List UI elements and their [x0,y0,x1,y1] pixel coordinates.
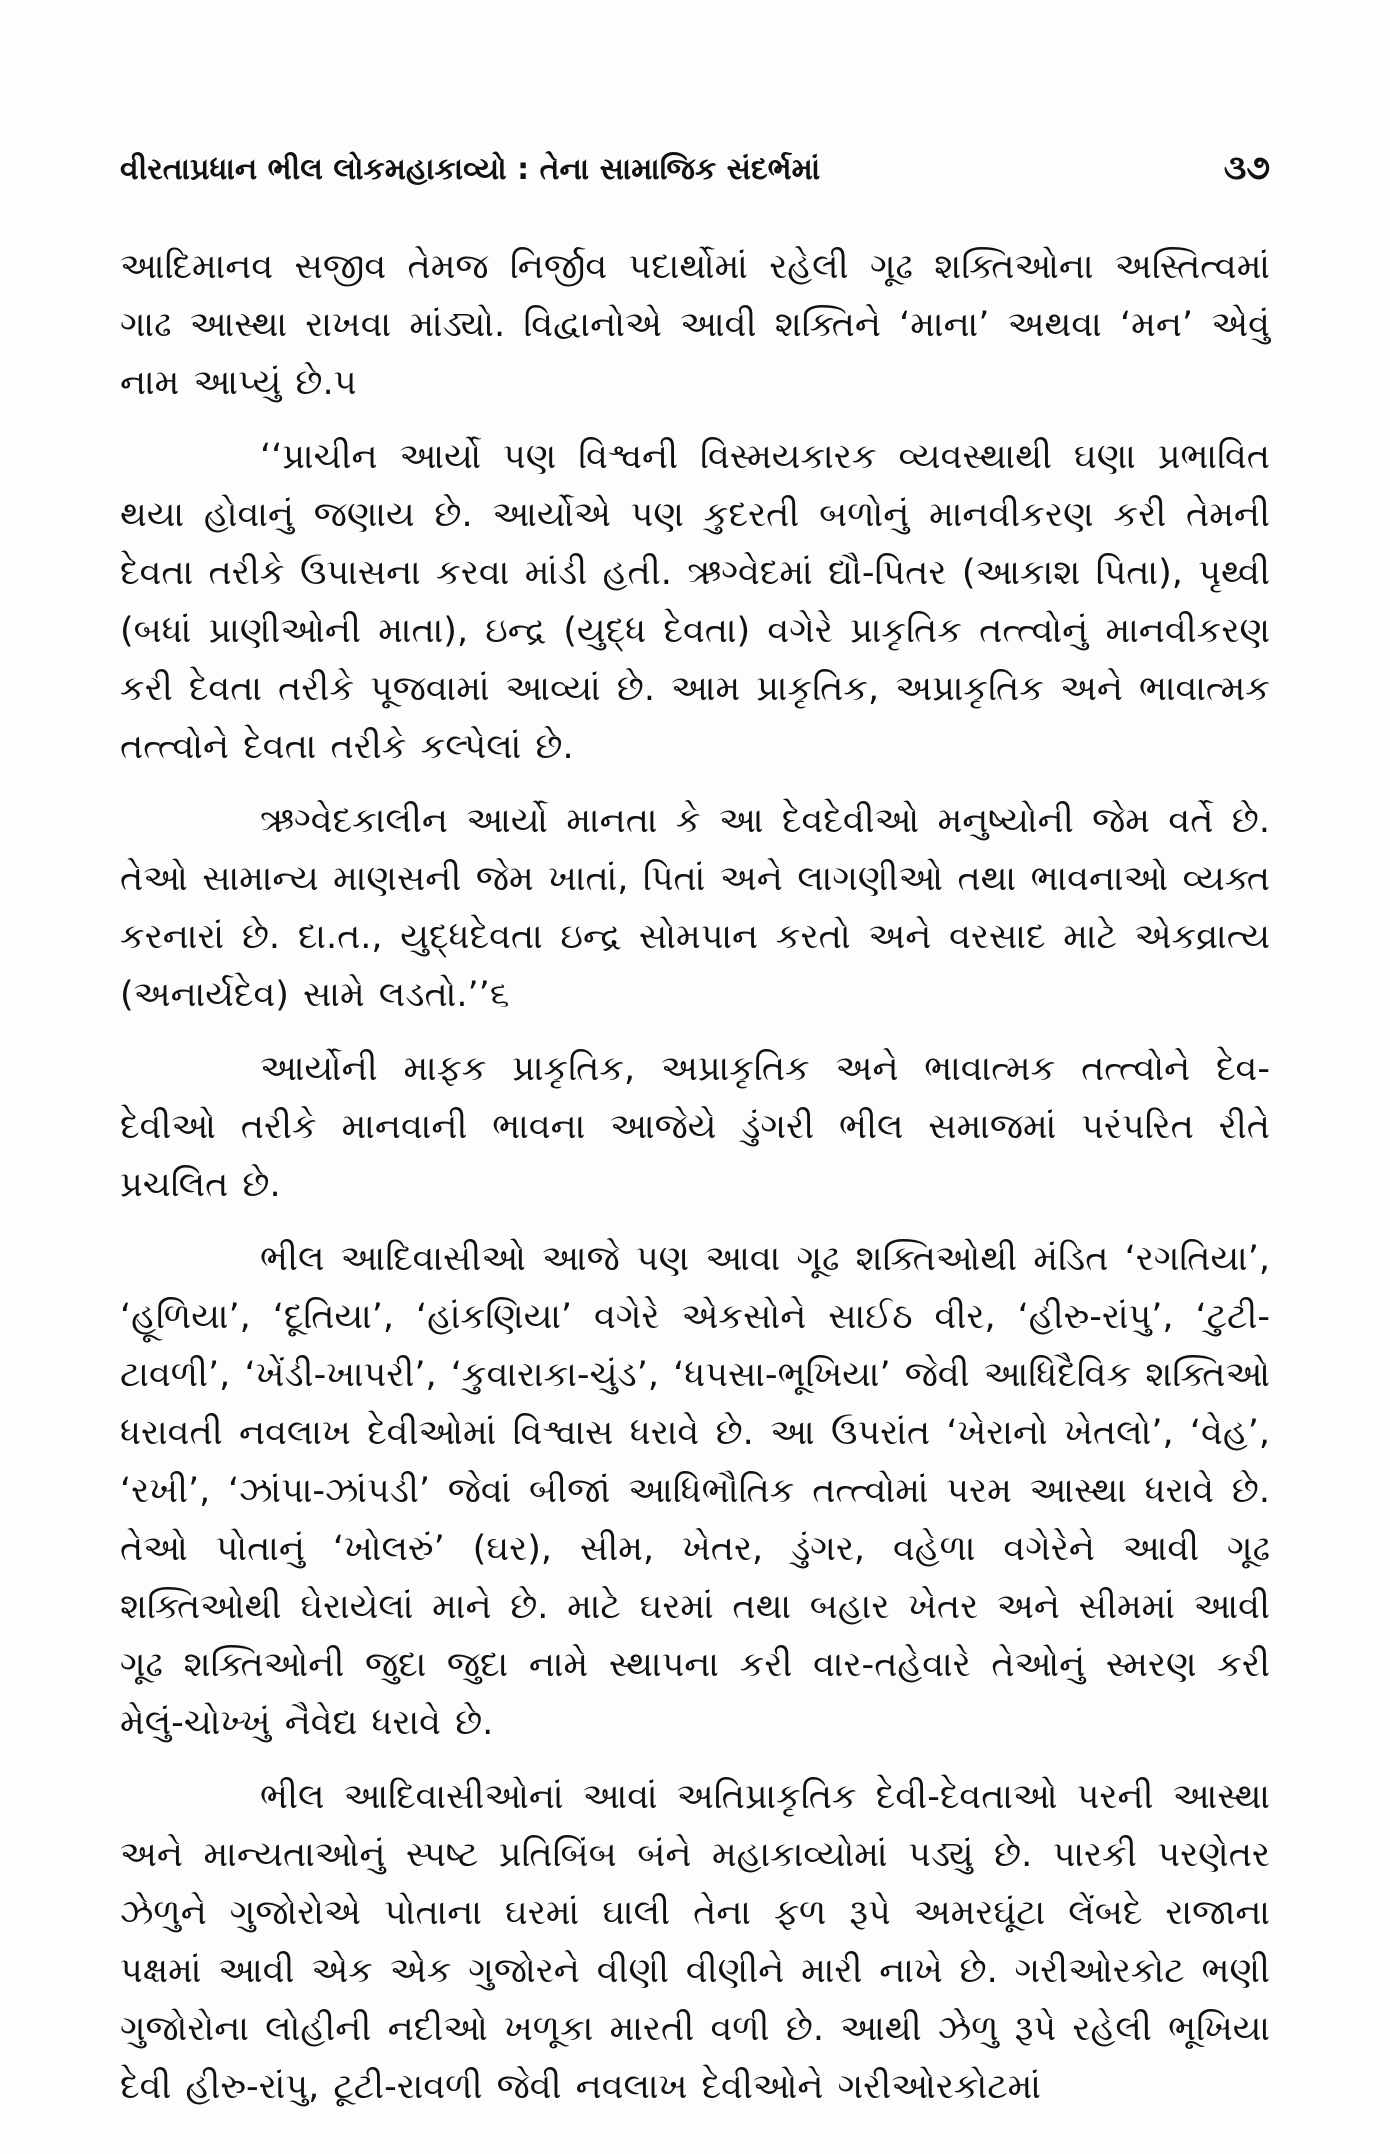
paragraph-3: ઋગ્વેદકાલીન આર્યો માનતા કે આ દેવદેવીઓ મનુષ્યોની જેમ વર્તે છે. તેઓ સામાન્ય માણસની જેમ ખાતાં, પિતાં અને લાગણીઓ તથા ભાવનાઓ વ્યક્ત કરનારાં છે. દા.ત., યુદ્ધદેવતા ઇન્દ્ર સોમપાન કરતો અને વરસાદ માટે એકવ્રાત્ય (અનાર્યદેવ) સામે લડતો.’’૬ [120,801,1270,1015]
body-text [120,238,1270,2132]
paragraph-5: ભીલ આદિવાસીઓ આજે પણ આવા ગૂઢ શક્તિઓથી મંડિત ‘રગતિયા’, ‘હૂળિયા’, ‘દૂતિયા’, ‘હાંકણિયા’ વગેરે એકસોને સાઈઠ વીર, ‘હીરુ-રાંપુ’, ‘ટુટી-ટાવળી’, ‘ખેંડી-ખાપરી’, ‘કુવારાકા-ચુંડ’, ‘ધપસા-ભૂખિયા’ જેવી આધિદૈવિક શક્તિઓ ધરાવતી નવલાખ દેવીઓમાં વિશ્વાસ ધરાવે છે. આ ઉપરાંત ‘ખેરાનો ખેતલો’, ‘વેહ’, ‘રખી’, ‘ઝાંપા-ઝાંપડી’ જેવાં બીજાં આધિભૌતિક તત્ત્વોમાં પરમ આસ્થા ધરાવે છે. તેઓ પોતાનું ‘ખોલરું’ (ઘર), સીમ, ખેતર, ડુંગર, વહેળા વગેરેને આવી ગૂઢ શક્તિઓથી ઘેરાયેલાં માને છે. માટે ઘરમાં તથા બહાર ખેતર અને સીમમાં આવી ગૂઢ શક્તિઓની જુદા જુદા નામે સ્થાપના કરી વાર-તહેવારે તેઓનું સ્મરણ કરી મેલું-ચોખ્ખું નૈવેદ્ય ધરાવે છે. [120,1239,1270,1743]
paragraph-1: આદિમાનવ સજીવ તેમજ નિર્જીવ પદાર્થોમાં રહેલી ગૂઢ શક્તિઓના અસ્તિત્વમાં ગાઢ આસ્થા રાખવા માંડ્યો. વિદ્વાનોએ આવી શક્તિને ‘માના’ અથવા ‘મન’ એવું નામ આપ્યું છે.૫ [120,247,1270,403]
paragraph-4: આર્યોની માફક પ્રાકૃતિક, અપ્રાકૃતિક અને ભાવાત્મક તત્ત્વોને દેવ-દેવીઓ તરીકે માનવાની ભાવના આજેયે ડુંગરી ભીલ સમાજમાં પરંપરિત રીતે પ્રચલિત છે. [120,1049,1270,1205]
paragraph-6: ભીલ આદિવાસીઓનાં આવાં અતિપ્રાકૃતિક દેવી-દેવતાઓ પરની આસ્થા અને માન્યતાઓનું સ્પષ્ટ પ્રતિબિંબ બંને મહાકાવ્યોમાં પડ્યું છે. પારકી પરણેતર ઝેળુને ગુજોરોએ પોતાના ઘરમાં ઘાલી તેના ફળ રૂપે અમરઘૂંટા લેંબદે રાજાના પક્ષમાં આવી એક એક ગુજોરને વીણી વીણીને મારી નાખે છે. ગરીઓરકોટ ભણી ગુજોરોના લોહીની નદીઓ ખળૂકા મારતી વળી છે. આથી ઝેળુ રૂપે રહેલી ભૂખિયા દેવી હીરુ-રાંપુ, ટૂટી-રાવળી જેવી નવલાખ દેવીઓને ગરીઓરકોટમાં [120,1777,1270,2107]
page-number: ૩૭ [1223,148,1270,188]
running-header [120,148,1270,208]
running-title: વીરતાપ્રધાન ભીલ લોકમહાકાવ્યો : તેના સામાજિક સંદર્ભમાં [120,152,821,187]
paragraph-2: ‘‘પ્રાચીન આર્યો પણ વિશ્વની વિસ્મયકારક વ્યવસ્થાથી ઘણા પ્રભાવિત થયા હોવાનું જણાય છે. આર્યોએ પણ કુદરતી બળોનું માનવીકરણ કરી તેમની દેવતા તરીકે ઉપાસના કરવા માંડી હતી. ઋગ્વેદમાં દ્યૌ-પિતર (આકાશ પિતા), પૃથ્વી (બધાં પ્રાણીઓની માતા), ઇન્દ્ર (યુદ્ધ દેવતા) વગેરે પ્રાકૃતિક તત્ત્વોનું માનવીકરણ કરી દેવતા તરીકે પૂજવામાં આવ્યાં છે. આમ પ્રાકૃતિક, અપ્રાકૃતિક અને ભાવાત્મક તત્ત્વોને દેવતા તરીકે કલ્પેલાં છે. [120,437,1270,767]
